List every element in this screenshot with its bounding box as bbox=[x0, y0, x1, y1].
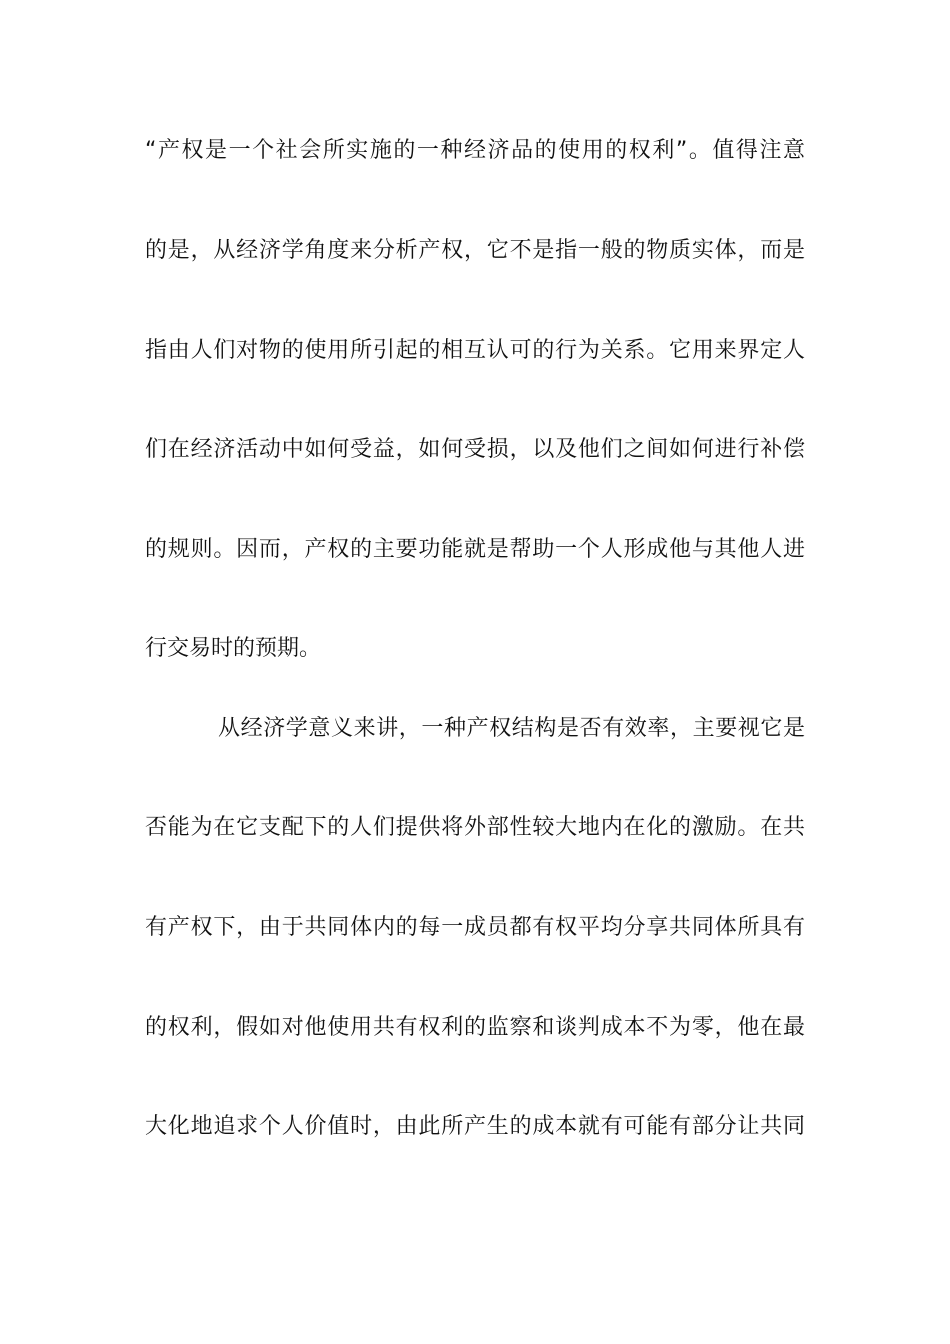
text-line: “产权是一个社会所实施的一种经济品的使用的权利”。值得注意 bbox=[145, 138, 805, 163]
text-line: 否能为在它支配下的人们提供将外部性较大地内在化的激励。在共 bbox=[145, 815, 805, 840]
text-line: 们在经济活动中如何受益，如何受损，以及他们之间如何进行补偿 bbox=[145, 437, 805, 462]
text-line: 行交易时的预期。 bbox=[145, 636, 322, 661]
paragraph-start-line: 从经济学意义来讲，一种产权结构是否有效率，主要视它是 bbox=[218, 716, 805, 741]
text-line: 有产权下，由于共同体内的每一成员都有权平均分享共同体所具有 bbox=[145, 915, 805, 940]
text-line: 的是，从经济学角度来分析产权，它不是指一般的物质实体，而是 bbox=[145, 238, 805, 263]
text-line: 的规则。因而，产权的主要功能就是帮助一个人形成他与其他人进 bbox=[145, 537, 805, 562]
text-line: 大化地追求个人价值时，由此所产生的成本就有可能有部分让共同 bbox=[145, 1114, 805, 1139]
text-line: 指由人们对物的使用所引起的相互认可的行为关系。它用来界定人 bbox=[145, 338, 805, 363]
text-line: 的权利，假如对他使用共有权利的监察和谈判成本不为零，他在最 bbox=[145, 1015, 805, 1040]
